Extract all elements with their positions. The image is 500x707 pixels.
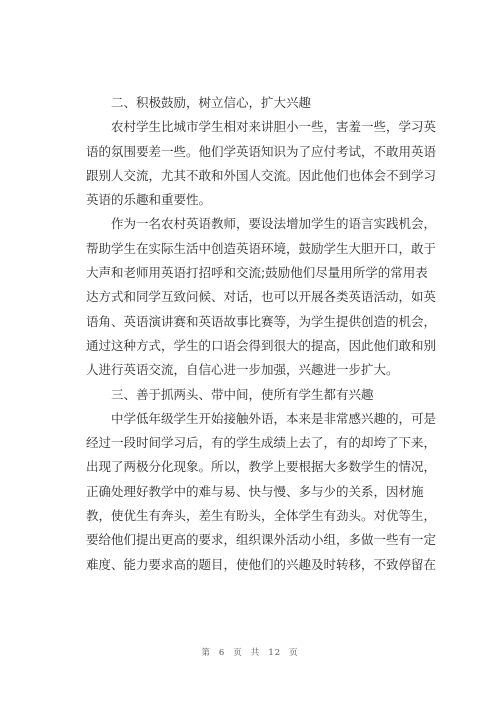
paragraph-line: 经过一段时间学习后，有的学生成绩上去了，有的却垮了下来， [86, 435, 437, 451]
page-footer [0, 646, 500, 658]
paragraph-line: 大声和老师用英语打招呼和交流;鼓励他们尽量用所学的常用表 [86, 265, 428, 281]
paragraph-line: 中学低年级学生开始接触外语，本来是非常感兴趣的，可是 [111, 410, 437, 426]
paragraph-line: 帮助学生在实际生活中创造英语环境，鼓励学生大胆开口，敢于 [86, 240, 437, 256]
document-body [86, 91, 437, 577]
paragraph-line: 作为一名农村英语教师，要设法增加学生的语言实践机会， [111, 216, 437, 232]
footer-total-label: 共 [250, 648, 261, 658]
paragraph-line: 出现了两极分化现象。所以，教学上要根据大多数学生的情况， [86, 459, 437, 475]
section-heading: 二、积极鼓励，树立信心，扩大兴趣 [111, 95, 312, 110]
paragraph-line: 农村学生比城市学生相对来讲胆小一些，害羞一些，学习英 [111, 119, 437, 135]
footer-suffix: 页 [289, 648, 299, 658]
paragraph-line: 英语的乐趣和重要性。 [86, 192, 212, 208]
footer-current-page: 6 [218, 648, 226, 658]
paragraph-line: 语的氛围要差一些。他们学英语知识为了应付考试，不敢用英语 [86, 143, 437, 159]
footer-page-label: 页 [233, 648, 243, 658]
footer-prefix: 第 [201, 648, 211, 658]
section-heading: 三、善于抓两头、带中间，使所有学生都有兴趣 [111, 386, 374, 402]
paragraph-line: 跟别人交流，尤其不敢和外国人交流。因此他们也体会不到学习 [86, 167, 437, 183]
paragraph-line: 难度、能力要求高的题目，使他们的兴趣及时转移，不致停留在 [86, 556, 437, 572]
paragraph-line: 人进行英语交流，自信心进一步加强，兴趣进一步扩大。 [86, 362, 399, 378]
paragraph-line: 语角、英语演讲赛和英语故事比赛等，为学生提供创造的机会， [86, 313, 437, 329]
paragraph-line: 通过这种方式，学生的口语会得到很大的提高，因此他们敢和别 [86, 337, 437, 353]
paragraph-line: 达方式和同学互致问候、对话，也可以开展各类英语活动，如英 [86, 289, 437, 305]
paragraph-line: 教，使优生有奔头，差生有盼头，全体学生有劲头。对优等生， [86, 508, 437, 524]
paragraph-line: 要给他们提出更高的要求，组织课外活动小组，多做一些有一定 [86, 532, 437, 548]
footer-total-pages: 12 [268, 648, 282, 658]
paragraph-line: 正确处理好教学中的难与易、快与慢、多与少的关系，因材施 [86, 483, 424, 499]
